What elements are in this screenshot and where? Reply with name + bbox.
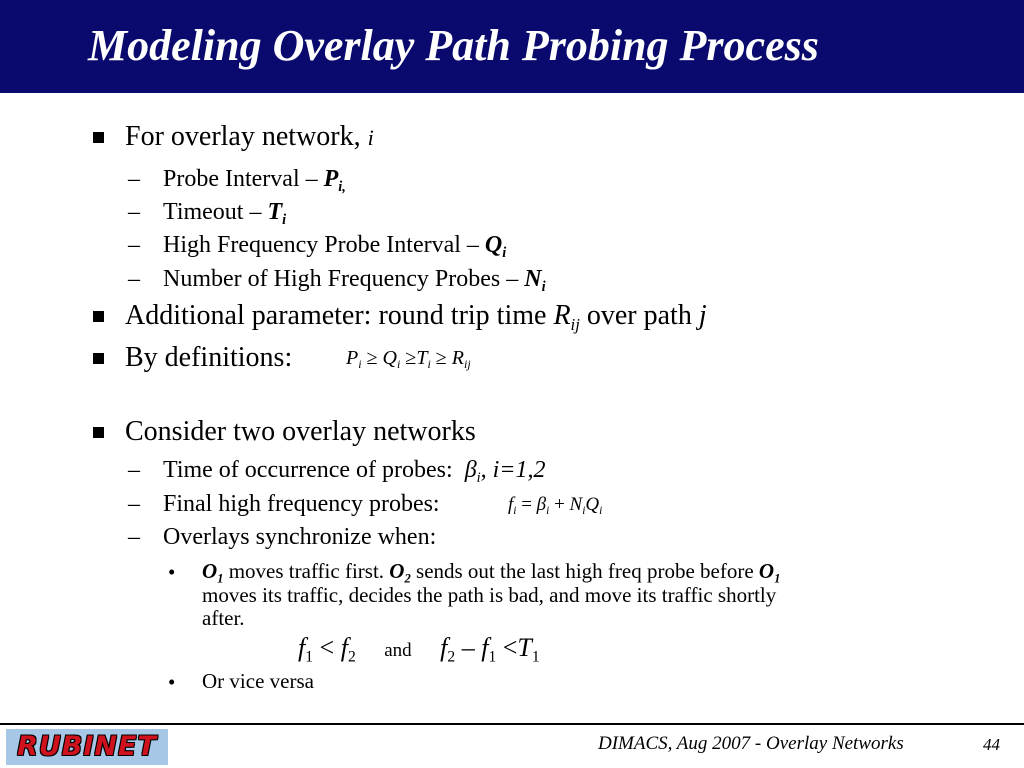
item-vice-versa: Or vice versa	[202, 669, 314, 693]
bullet-square	[93, 132, 104, 143]
item-o1-continuation-2: after.	[202, 606, 245, 630]
footer-divider	[0, 723, 1024, 725]
rubinet-logo: RUBINET	[6, 729, 168, 765]
dash-marker: –	[128, 491, 140, 517]
sub-timeout: Timeout – $T_i$	[163, 199, 287, 229]
item-o1-moves-first: $O_1$ moves traffic first. $O_2$ sends out the last high freq probe before $O_1$	[202, 559, 781, 586]
dash-marker: –	[128, 199, 140, 225]
bullet-overlay-network: For overlay network, i	[125, 121, 374, 152]
dot-marker: •	[168, 670, 176, 694]
final-probes-formula: $f_i = \beta_i + N_iQ_i$	[508, 494, 603, 517]
bullet-additional-parameter: Additional parameter: round trip time $R_{ij}$ over path j	[125, 300, 707, 334]
dash-marker: –	[128, 232, 140, 258]
sub-time-of-occurrence: Time of occurrence of probes: $\beta_i$, i=1,2	[163, 457, 546, 487]
title-bar	[0, 0, 1024, 93]
item-o1-continuation: moves its traffic, decides the path is bad, and move its traffic shortly	[202, 583, 777, 607]
footer-caption: DIMACS, Aug 2007 - Overlay Networks	[598, 733, 904, 754]
sub-high-frequency-interval: High Frequency Probe Interval – $Q_i$	[163, 232, 507, 262]
dash-marker: –	[128, 166, 140, 192]
page-number: 44	[983, 735, 1000, 754]
sub-number-high-frequency: Number of High Frequency Probes – $N_i$	[163, 266, 546, 296]
bullet-square	[93, 311, 104, 322]
dot-marker: •	[168, 560, 176, 584]
definition-formula: $P_i \ge Q_i \ge T_i \ge R_{ij}$	[346, 347, 471, 372]
bullet-square	[93, 427, 104, 438]
bullet-square	[93, 353, 104, 364]
sub-synchronize: Overlays synchronize when:	[163, 524, 437, 550]
sub-probe-interval: Probe Interval – $P_{i,}$	[163, 166, 346, 196]
slide-title: Modeling Overlay Path Probing Process	[88, 21, 819, 70]
dash-marker: –	[128, 524, 140, 550]
dash-marker: –	[128, 266, 140, 292]
bullet-definitions: By definitions:	[125, 342, 293, 373]
bullet-two-overlays: Consider two overlay networks	[125, 416, 476, 447]
sync-equation: $f_1 < f_2$ and $f_2 - f_1 <T_1$	[298, 633, 540, 666]
sub-final-probes: Final high frequency probes:	[163, 491, 440, 517]
dash-marker: –	[128, 457, 140, 483]
